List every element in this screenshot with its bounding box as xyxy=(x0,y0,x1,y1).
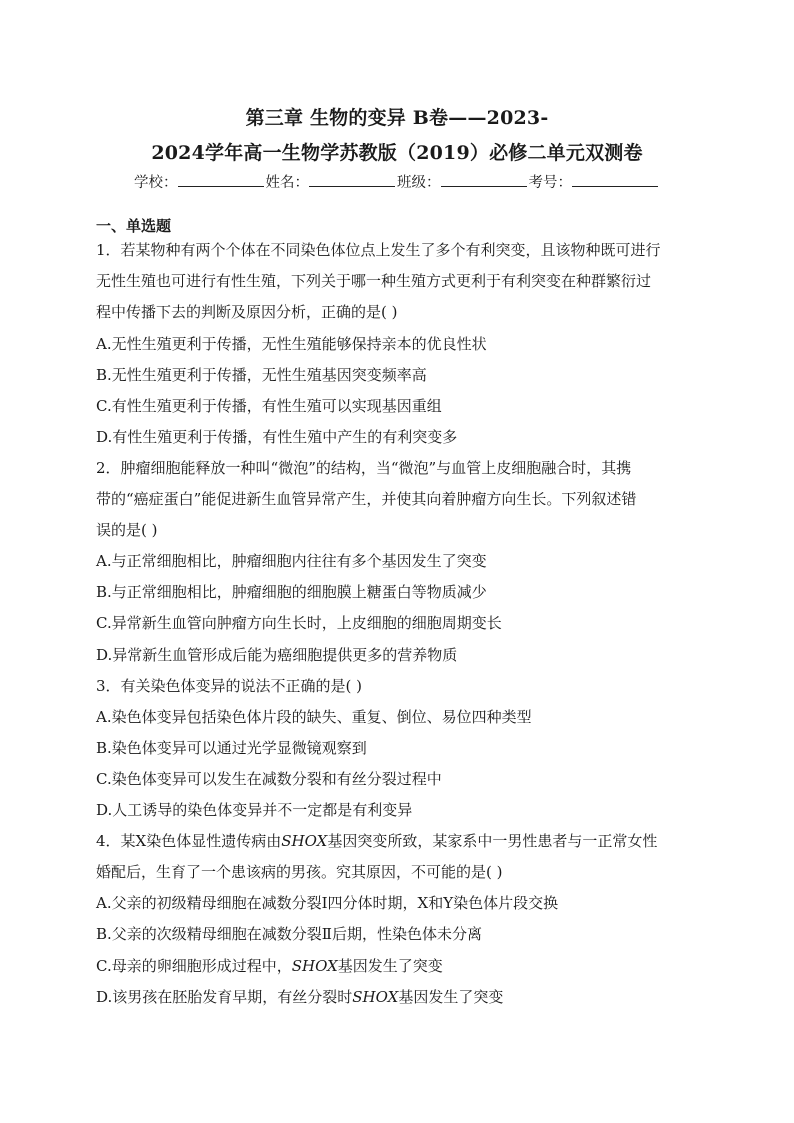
gene-symbol: SHOX xyxy=(291,957,338,975)
question-4-option-c[interactable]: C.母亲的卵细胞形成过程中，SHOX基因发生了突变 xyxy=(96,957,443,975)
question-4-line-1: 4．某X染色体显性遗传病由SHOX基因突变所致，某家系中一男性患者与一正常女性 xyxy=(96,832,658,850)
question-2-option-a[interactable]: A.与正常细胞相比，肿瘤细胞内往往有多个基因发生了突变 xyxy=(96,552,487,570)
class-blank[interactable] xyxy=(441,174,527,187)
question-4-option-b[interactable]: B.父亲的次级精母细胞在减数分裂Ⅱ后期，性染色体未分离 xyxy=(96,925,482,943)
question-3-option-d[interactable]: D.人工诱导的染色体变异并不一定都是有利变异 xyxy=(96,801,413,819)
class-field xyxy=(397,171,529,192)
question-2-line-3: 误的是( ) xyxy=(96,521,158,539)
question-4-option-a[interactable]: A.父亲的初级精母细胞在减数分裂Ⅰ四分体时期，X和Y染色体片段交换 xyxy=(96,894,559,912)
question-4-option-d[interactable]: D.该男孩在胚胎发育早期，有丝分裂时SHOX基因发生了突变 xyxy=(96,988,504,1006)
question-3-option-a[interactable]: A.染色体变异包括染色体片段的缺失、重复、倒位、易位四种类型 xyxy=(96,708,532,726)
student-info-row xyxy=(0,171,794,192)
question-2-option-c[interactable]: C.异常新生血管向肿瘤方向生长时，上皮细胞的细胞周期变长 xyxy=(96,614,502,632)
question-3-option-c[interactable]: C.染色体变异可以发生在减数分裂和有丝分裂过程中 xyxy=(96,770,442,788)
exam-number-blank[interactable] xyxy=(572,174,658,187)
question-1-line-2: 无性生殖也可进行有性生殖，下列关于哪一种生殖方式更利于有利突变在种群繁衍过 xyxy=(96,272,652,290)
name-blank[interactable] xyxy=(309,174,395,187)
question-2-line-2: 带的“癌症蛋白”能促进新生血管异常产生，并使其向着肿瘤方向生长。下列叙述错 xyxy=(96,490,637,508)
question-1-option-b[interactable]: B.无性生殖更利于传播，无性生殖基因突变频率高 xyxy=(96,366,427,384)
question-1-option-c[interactable]: C.有性生殖更利于传播，有性生殖可以实现基因重组 xyxy=(96,397,442,415)
gene-symbol: SHOX xyxy=(281,832,328,850)
school-field xyxy=(134,171,266,192)
question-1-line-1: 1．若某物种有两个个体在不同染色体位点上发生了多个有利突变，且该物种既可进行 xyxy=(96,241,661,259)
question-1-line-3: 程中传播下去的判断及原因分析，正确的是( ) xyxy=(96,303,398,321)
section-title: 一、单选题 xyxy=(96,217,172,235)
name-label: 姓名： xyxy=(265,175,309,191)
question-2-option-d[interactable]: D.异常新生血管形成后能为癌细胞提供更多的营养物质 xyxy=(96,646,458,664)
question-2-line-1: 2．肿瘤细胞能释放一种叫“微泡”的结构，当“微泡”与血管上皮细胞融合时，其携 xyxy=(96,459,632,477)
name-field xyxy=(266,171,398,192)
exam-number-field xyxy=(529,171,661,192)
question-1-option-a[interactable]: A.无性生殖更利于传播，无性生殖能够保持亲本的优良性状 xyxy=(96,335,487,353)
question-3-line-1: 3．有关染色体变异的说法不正确的是( ) xyxy=(96,677,363,695)
school-blank[interactable] xyxy=(178,174,264,187)
school-label: 学校： xyxy=(134,175,178,191)
question-2-option-b[interactable]: B.与正常细胞相比，肿瘤细胞的细胞膜上糖蛋白等物质减少 xyxy=(96,583,487,601)
question-4-line-2: 婚配后，生育了一个患该病的男孩。究其原因，不可能的是( ) xyxy=(96,863,503,881)
exam-title-line1: 第三章 生物的变异 B卷——2023- xyxy=(245,107,549,129)
class-label: 班级： xyxy=(397,175,441,191)
question-3-option-b[interactable]: B.染色体变异可以通过光学显微镜观察到 xyxy=(96,739,367,757)
gene-symbol: SHOX xyxy=(352,988,399,1006)
question-1-option-d[interactable]: D.有性生殖更利于传播，有性生殖中产生的有利突变多 xyxy=(96,428,458,446)
exam-title-line2: 2024学年高一生物学苏教版（2019）必修二单元双测卷 xyxy=(151,142,643,164)
exam-number-label: 考号： xyxy=(528,175,572,191)
